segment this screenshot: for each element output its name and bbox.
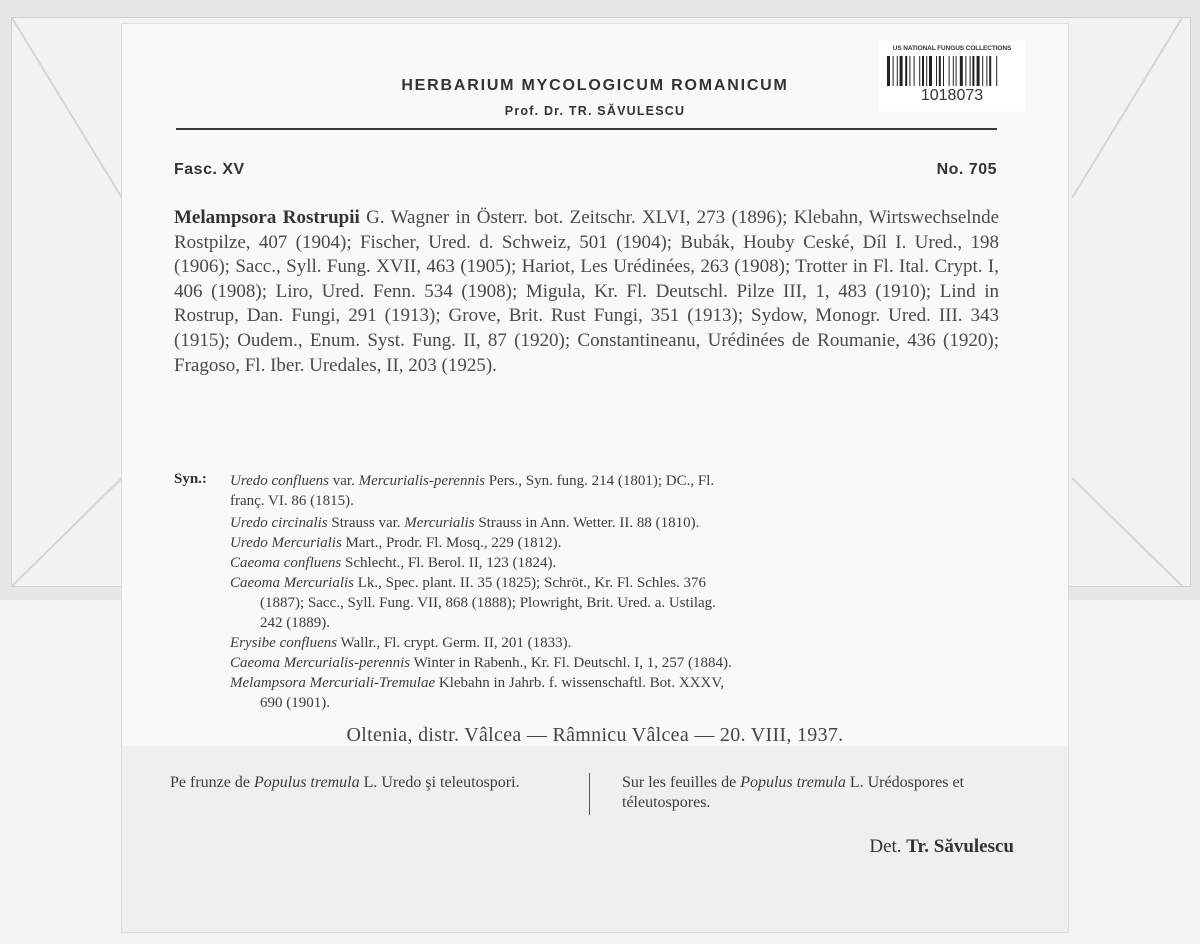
host-description-french — [622, 773, 1022, 813]
barcode-bar — [897, 56, 898, 86]
synonym-line — [260, 593, 716, 613]
synonym-citation: franç. VI. 86 (1815). — [230, 493, 354, 509]
barcode-bar — [982, 56, 983, 86]
synonym-taxon: Erysibe confluens — [230, 635, 338, 651]
host-fr-species: Populus tremula — [740, 774, 846, 791]
barcode-bar — [909, 56, 910, 86]
barcode-bar — [989, 56, 991, 86]
host-ro-pre: Pe frunze de — [170, 774, 254, 791]
synonym-taxon: Mercurialis-perennis — [358, 473, 485, 489]
synonym-line — [230, 491, 354, 511]
synonym-taxon: Uredo confluens — [230, 473, 330, 489]
synonym-line — [230, 633, 571, 653]
specimen-label — [122, 24, 1068, 932]
barcode-label — [879, 41, 1025, 111]
synonym-citation: Schlecht., Fl. Berol. II, 123 (1824). — [341, 555, 557, 571]
synonym-line — [260, 613, 330, 633]
synonym-citation: Pers., Syn. fung. 214 (1801); DC., Fl. — [484, 473, 715, 489]
host-ro-post: L. Uredo şi teleutospori. — [359, 774, 520, 791]
synonym-citation: Wallr., Fl. crypt. Germ. II, 201 (1833). — [337, 635, 572, 651]
barcode-bar — [960, 56, 963, 86]
barcode-bar — [949, 56, 950, 86]
synonym-line — [230, 673, 724, 693]
barcode-bar — [943, 56, 944, 86]
synonym-citation: Lk., Spec. plant. II. 35 (1825); Schröt., Kr. Fl. Schles. 376 — [354, 575, 707, 591]
determiner-name: Tr. Săvulescu — [906, 836, 1014, 857]
host-description-romanian — [170, 773, 570, 793]
barcode-bar — [926, 56, 927, 86]
barcode-bar — [929, 56, 932, 86]
host-fr-pre: Sur les feuilles de — [622, 774, 741, 791]
synonym-line — [230, 513, 699, 533]
barcode-bar — [900, 56, 903, 86]
barcode-bars — [887, 56, 1017, 86]
barcode-bar — [914, 56, 915, 86]
synonym-citation: (1887); Sacc., Syll. Fung. VII, 868 (1888); Plowright, Brit. Ured. a. Ustilag. — [260, 595, 716, 611]
barcode-bar — [887, 56, 890, 86]
synonyms-label: Syn.: — [174, 471, 207, 487]
synonym-citation: 690 (1901). — [260, 695, 330, 711]
barcode-bar — [970, 56, 971, 86]
host-divider — [589, 773, 590, 815]
herbarium-title: HERBARIUM MYCOLOGICUM ROMANICUM — [401, 77, 789, 94]
synonym-taxon: Caeoma Mercurialis-perennis — [230, 655, 411, 671]
determiner-prefix: Det. — [869, 836, 902, 857]
barcode-bar — [893, 56, 894, 86]
specimen-number: No. 705 — [936, 161, 997, 178]
synonym-line — [230, 573, 706, 593]
barcode-bar — [919, 56, 920, 86]
taxon-name: Melampsora Rostrupii — [174, 207, 360, 228]
barcode-bar — [965, 56, 966, 86]
synonym-citation: 242 (1889). — [260, 615, 330, 631]
barcode-bar — [986, 56, 987, 86]
barcode-bar — [956, 56, 957, 86]
synonym-taxon: Caeoma confluens — [230, 555, 342, 571]
taxon-citation-block — [174, 206, 999, 378]
synonym-line — [260, 693, 330, 713]
synonym-line — [230, 533, 561, 553]
synonym-citation: Mart., Prodr. Fl. Mosq., 229 (1812). — [341, 535, 562, 551]
synonym-taxon: Uredo circinalis — [230, 515, 328, 531]
synonym-citation: Strauss in Ann. Wetter. II. 88 (1810). — [474, 515, 700, 531]
barcode-bar — [936, 56, 937, 86]
barcode-bar — [977, 56, 980, 86]
synonym-citation: var. — [329, 473, 359, 489]
host-ro-species: Populus tremula — [253, 774, 360, 791]
synonym-line — [230, 471, 714, 491]
synonym-taxon: Melampsora Mercuriali-Tremulae — [230, 675, 436, 691]
barcode-bar — [953, 56, 954, 86]
barcode-bar — [939, 56, 941, 86]
taxon-citation: G. Wagner in Österr. bot. Zeitschr. XLVI, 273 (1896); Klebahn, Wirtswechselnde Rostpilze, 407 (1904); Fischer, Ured. d. Schweiz, 501 (1904); Bubák, Houby Ceské, Díl I. Ured., 198 (1906); Sacc., Syll. Fung. XVII, 463 (1905); Hariot, Les Urédinées, 263 (1908); Trotter in Fl. Ital. Crypt. I, 406 (1908); Liro, Ured. Fenn. 534 (1908); Migula, Kr. Fl. Deutschl. Pilze III, 1, 483 (1910); Lind in Rostrup, Dan. Fungi, 291 (1913); Grove, Brit. Rust Fungi, 351 (1913); Sydow, Monogr. Ured. III. 343 (1915); Oudem., Enum. Syst. Fung. II, 87 (1920); Constantineanu, Urédinées de Roumanie, 436 (1920); Fragoso, Fl. Iber. Uredales, II, 203 (1925). — [174, 207, 1000, 376]
barcode-bar — [905, 56, 907, 86]
synonym-line — [230, 653, 732, 673]
synonym-taxon: Uredo Mercurialis — [230, 535, 342, 551]
determiner — [869, 836, 1014, 858]
header-rule — [176, 128, 997, 130]
barcode-caption: US NATIONAL FUNGUS COLLECTIONS — [892, 45, 1012, 52]
synonym-taxon: Caeoma Mercurialis — [230, 575, 355, 591]
herbarium-director: Prof. Dr. TR. SĂVULESCU — [504, 104, 686, 118]
synonym-taxon: Mercurialis — [404, 515, 475, 531]
collection-locality: Oltenia, distr. Vâlcea — Râmnicu Vâlcea — 20. VIII, 1937. — [346, 724, 844, 746]
synonym-citation: Strauss var. — [327, 515, 405, 531]
synonym-line — [230, 553, 556, 573]
barcode-bar — [922, 56, 924, 86]
barcode-bar — [996, 56, 997, 86]
host-fr-post: L. Urédospores et téleutospores. — [622, 774, 965, 811]
synonym-citation: Klebahn in Jahrb. f. wissenschaftl. Bot. XXXV, — [435, 675, 724, 691]
synonym-citation: Winter in Rabenh., Kr. Fl. Deutschl. I, 1, 257 (1884). — [410, 655, 732, 671]
barcode-number: 1018073 — [920, 87, 984, 104]
barcode-bar — [972, 56, 974, 86]
fascicle-label: Fasc. XV — [174, 161, 245, 178]
